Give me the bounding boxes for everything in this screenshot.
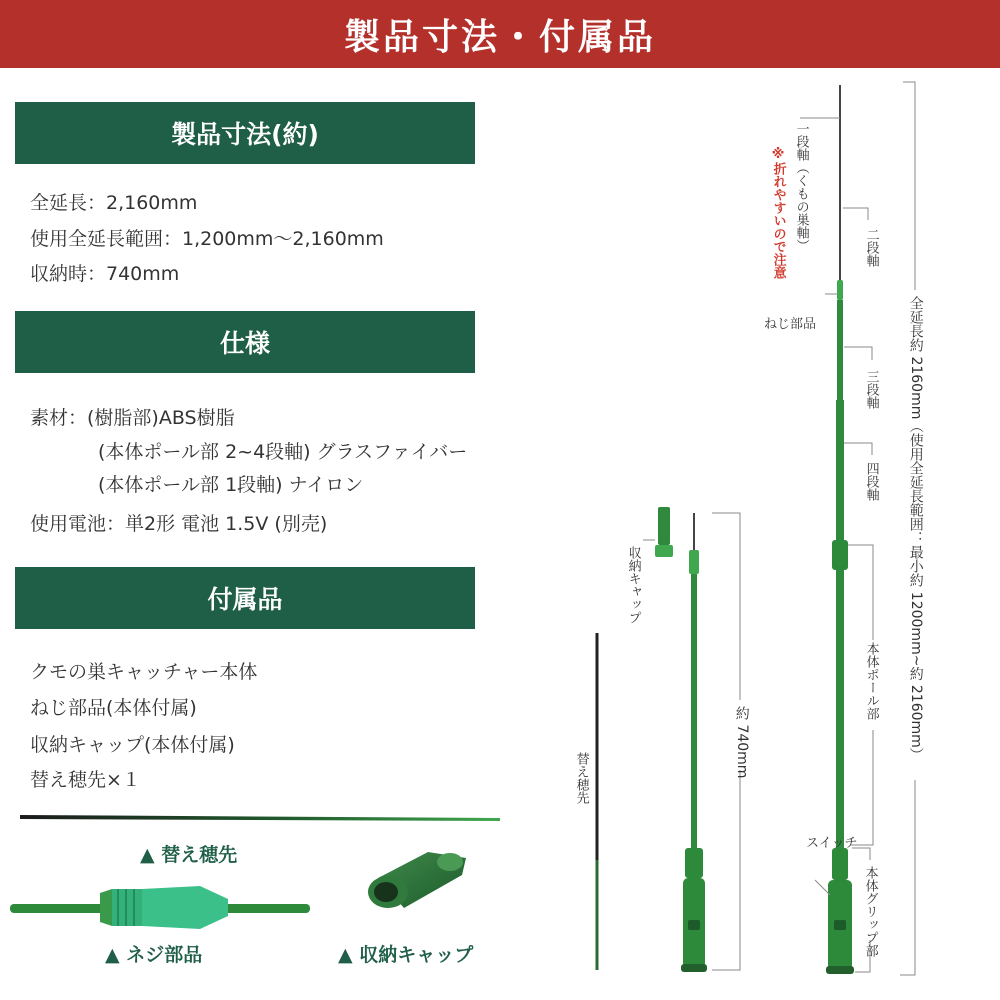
diagram-storage-cap bbox=[655, 507, 673, 557]
accessory-item-body: クモの巣キャッチャー本体 bbox=[30, 661, 258, 683]
label-body-pole: 本体ポール部 bbox=[863, 642, 879, 720]
dimension-total-length: 全延長：2,160mm bbox=[30, 192, 198, 214]
label-segment1: 一段軸（くもの巣軸） bbox=[793, 122, 809, 252]
accessories-heading-text: 付属品 bbox=[207, 585, 283, 614]
label-grip: 本体グリップ部 bbox=[862, 866, 878, 957]
collapsed-pole bbox=[681, 513, 707, 972]
label-screw-part: ねじ部品 bbox=[764, 317, 817, 332]
label-warning: ※折れやすいので注意 bbox=[770, 147, 786, 279]
label-segment2: 二段軸 bbox=[863, 228, 879, 267]
spec-material-nylon: (本体ポール部 1段軸) ナイロン bbox=[98, 474, 364, 496]
label-segment3: 三段軸 bbox=[863, 370, 879, 409]
accessory-item-screw: ねじ部品(本体付属) bbox=[30, 697, 197, 719]
label-segment4: 四段軸 bbox=[863, 462, 879, 501]
dimensions-heading-text: 製品寸法(約) bbox=[171, 120, 319, 149]
spec-material-fiberglass: (本体ポール部 2~4段軸) グラスファイバー bbox=[98, 441, 468, 463]
accessory-item-cap: 収納キャップ(本体付属) bbox=[30, 734, 235, 756]
caption-screw-part: ▲ ネジ部品 bbox=[105, 944, 203, 966]
caption-storage-cap: ▲ 収納キャップ bbox=[338, 944, 474, 966]
accessory-item-spare-tip: 替え穂先×１ bbox=[30, 769, 141, 791]
caption-spare-tip: ▲ 替え穂先 bbox=[140, 844, 238, 866]
banner-title: 製品寸法・付属品 bbox=[343, 16, 656, 58]
spec-material-resin: 素材：(樹脂部)ABS樹脂 bbox=[30, 407, 235, 429]
dimension-usable-range: 使用全延長範囲：1,200mm～2,160mm bbox=[30, 228, 384, 250]
label-stored-length: 約 740mm bbox=[733, 706, 750, 779]
spec-heading-text: 仕様 bbox=[219, 329, 270, 358]
label-spare-tip: 替え穂先 bbox=[573, 752, 589, 804]
label-stored-cap: 収納キャップ bbox=[625, 546, 641, 624]
label-total-length: 全延長約 2160mm（使用全延長範囲：最小約 1200mm~約 2160mm） bbox=[907, 296, 924, 762]
spec-battery: 使用電池：単2形 電池 1.5V (別売) bbox=[30, 513, 328, 535]
dimension-stored-length: 収納時：740mm bbox=[30, 263, 180, 285]
label-switch: スイッチ bbox=[806, 836, 858, 851]
